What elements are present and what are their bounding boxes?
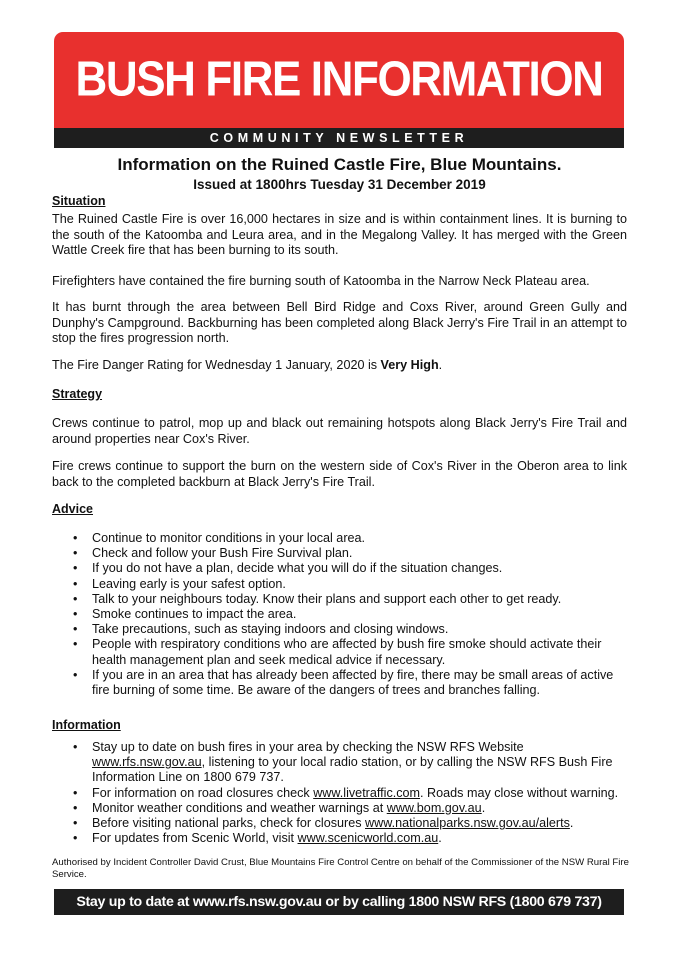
situation-paragraph-4 <box>52 358 627 374</box>
banner-subtitle: COMMUNITY NEWSLETTER <box>209 131 469 145</box>
list-item <box>52 816 627 831</box>
fire-danger-suffix: . <box>438 358 443 372</box>
info-text: Before visiting national parks, check for closures <box>92 816 365 831</box>
list-item: • Talk to your neighbours today. Know their plans and support each other to get ready. <box>52 592 627 607</box>
banner-title-bar <box>54 32 624 128</box>
info-text: . <box>569 816 574 831</box>
list-item: • Smoke continues to impact the area. <box>52 607 627 622</box>
info-text: Stay up to date on bush fires in your area by checking the NSW RFS Website <box>92 740 524 754</box>
info-text: Monitor weather conditions and weather warnings at <box>92 800 387 815</box>
list-item: • Leaving early is your safest option. <box>52 577 627 592</box>
national-parks-link[interactable]: www.nationalparks.nsw.gov.au/alerts <box>365 816 570 831</box>
list-item: • If you do not have a plan, decide what you will do if the situation changes. <box>52 561 627 576</box>
info-text: For information on road closures check <box>92 785 314 800</box>
page-title: Information on the Ruined Castle Fire, Blue Mountains. <box>117 155 562 174</box>
info-text: . Roads may close without warning. <box>420 785 619 800</box>
list-item: • If you are in an area that has already been affected by fire, there may be small areas of active fire burning of some time. Be aware of the dangers of trees and branches falling. <box>52 668 627 698</box>
info-text: . <box>438 831 442 846</box>
header-banner <box>54 32 624 148</box>
list-item <box>52 831 627 846</box>
strategy-heading: Strategy <box>52 387 103 401</box>
list-item: • Take precautions, such as staying indoors and closing windows. <box>52 622 627 637</box>
list-item: • Continue to monitor conditions in your local area. <box>52 531 627 546</box>
authorisation-note: Authorised by Incident Controller David Crust, Blue Mountains Fire Control Centre on behalf of the Commissioner of the NSW Rural Fire Service. <box>52 857 629 880</box>
info-text: . <box>481 800 486 815</box>
banner-subtitle-bar <box>54 128 624 148</box>
advice-heading: Advice <box>52 502 93 516</box>
issued-date: Issued at 1800hrs Tuesday 31 December 2019 <box>193 177 486 192</box>
fire-danger-text: The Fire Danger Rating for Wednesday 1 January, 2020 is <box>52 358 381 372</box>
situation-heading: Situation <box>52 194 106 208</box>
advice-list <box>52 531 627 698</box>
strategy-paragraph-2: Fire crews continue to support the burn on the western side of Cox's River in the Oberon area to link back to the completed backburn at Black Jerry's Fire Trail. <box>52 459 627 489</box>
situation-paragraph-2: Firefighters have contained the fire burning south of Katoomba in the Narrow Neck Plateau area. <box>52 274 590 288</box>
scenic-world-link[interactable]: www.scenicworld.com.au <box>297 831 439 846</box>
list-item <box>52 786 627 801</box>
info-text: , listening to your local radio station, or by calling the NSW RFS Bush Fire Information Line on 1800 679 737. <box>92 755 613 785</box>
info-text: For updates from Scenic World, visit <box>92 831 298 846</box>
livetraffic-link[interactable]: www.livetraffic.com <box>313 785 421 800</box>
fire-danger-rating: Very High <box>380 358 439 372</box>
footer-banner <box>54 889 624 915</box>
list-item: • People with respiratory conditions who are affected by bush fire smoke should activate their health management plan and seek medical advice if necessary. <box>52 637 627 667</box>
information-list <box>52 740 627 846</box>
footer-text: Stay up to date at www.rfs.nsw.gov.au or by calling 1800 NSW RFS (1800 679 737) <box>76 894 602 910</box>
information-heading: Information <box>52 718 121 732</box>
list-item <box>52 740 627 786</box>
bom-link[interactable]: www.bom.gov.au <box>386 800 482 815</box>
situation-paragraph-1: The Ruined Castle Fire is over 16,000 hectares in size and is within containment lines. It is burning to the south of the Katoomba and Leura area, and in the Megalong Valley. It has merged with the Green Wattle Creek fire that has been burning to its south. <box>52 212 627 257</box>
list-item: • Check and follow your Bush Fire Survival plan. <box>52 546 627 561</box>
rfs-website-link[interactable]: www.rfs.nsw.gov.au <box>92 755 202 770</box>
banner-title: BUSH FIRE INFORMATION <box>75 52 603 107</box>
situation-paragraph-3: It has burnt through the area between Bell Bird Ridge and Coxs River, around Green Gully and Dunphy's Campground. Backburning has been completed along Black Jerry's Fire Trail in an attempt to stop the fires progression north. <box>52 300 627 345</box>
strategy-paragraph-1: Crews continue to patrol, mop up and black out remaining hotspots along Black Jerry's Fire Trail and around properties near Cox's River. <box>52 416 627 446</box>
list-item <box>52 801 627 816</box>
